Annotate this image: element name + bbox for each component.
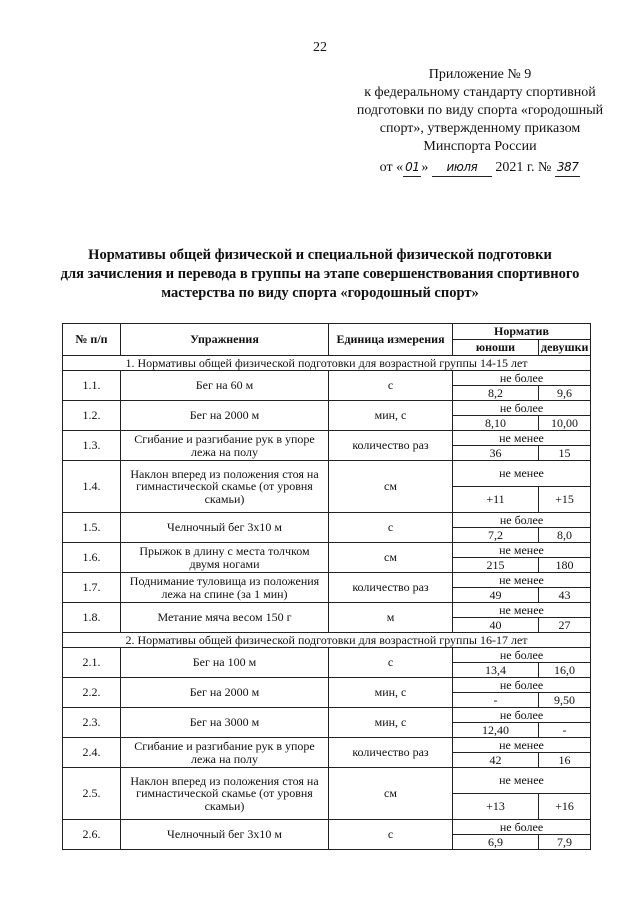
row-unit: с [329,820,453,850]
table-row [63,603,591,618]
header-girls: девушки [539,340,591,356]
row-girls-value: 8,0 [539,528,591,543]
row-condition: не менее [453,461,591,487]
row-condition: не более [453,708,591,723]
table-row [63,708,591,723]
row-girls-value: 16 [539,753,591,768]
appendix-block [330,66,630,177]
row-condition: не более [453,401,591,416]
row-exercise: Наклон вперед из положения стоя на гимнастической скамье (от уровня скамьи) [121,768,329,820]
order-prefix: от « [379,160,404,175]
row-unit: см [329,543,453,573]
row-condition: не менее [453,543,591,558]
row-number: 1.2. [63,401,121,431]
appendix-line: к федеральному стандарту спортивной [364,85,596,100]
row-exercise: Сгибание и разгибание рук в упоре лежа на полу [121,738,329,768]
row-boys-value: 13,4 [453,663,539,678]
table-row [63,371,591,386]
row-number: 2.2. [63,678,121,708]
row-girls-value: 10,00 [539,416,591,431]
row-boys-value: 36 [453,446,539,461]
table-row [63,820,591,835]
header-exercise: Упражнения [121,324,329,356]
row-exercise: Бег на 2000 м [121,678,329,708]
row-condition: не более [453,820,591,835]
row-unit: м [329,603,453,633]
row-number: 1.6. [63,543,121,573]
table-row [63,573,591,588]
page-number: 22 [313,40,327,55]
row-number: 2.4. [63,738,121,768]
document-title [40,246,600,303]
row-condition: не более [453,371,591,386]
header-norm: Норматив [453,324,591,340]
norms-table [62,323,591,850]
row-boys-value: 8,10 [453,416,539,431]
row-boys-value: +13 [453,794,539,820]
row-boys-value: 12,40 [453,723,539,738]
row-number: 1.5. [63,513,121,543]
row-condition: не более [453,513,591,528]
row-number: 1.8. [63,603,121,633]
row-unit: с [329,513,453,543]
order-line [380,158,581,177]
row-exercise: Челночный бег 3х10 м [121,513,329,543]
row-unit: количество раз [329,431,453,461]
row-girls-value: 27 [539,618,591,633]
row-number: 1.1. [63,371,121,401]
row-condition: не менее [453,603,591,618]
row-number: 1.4. [63,461,121,513]
row-exercise: Челночный бег 3х10 м [121,820,329,850]
title-line: для зачисления и перевода в группы на этапе совершенствования спортивного [60,266,580,282]
row-number: 1.7. [63,573,121,603]
section-title: 1. Нормативы общей физической подготовки для возрастной группы 14-15 лет [63,356,591,371]
order-mid: » [421,160,429,175]
appendix-line: Минспорта России [423,139,537,154]
row-girls-value: 15 [539,446,591,461]
row-boys-value: 49 [453,588,539,603]
section-title: 2. Нормативы общей физической подготовки для возрастной группы 16-17 лет [63,633,591,648]
row-girls-value: 43 [539,588,591,603]
table-row [63,513,591,528]
row-exercise: Бег на 60 м [121,371,329,401]
appendix-line: подготовки по виду спорта «городошный [356,103,604,118]
section-row [63,633,591,648]
row-girls-value: 180 [539,558,591,573]
row-exercise: Прыжок в длину с места толчком двумя ногами [121,543,329,573]
row-girls-value: +16 [539,794,591,820]
row-girls-value: +15 [539,487,591,513]
title-line: Нормативы общей физической и специальной физической подготовки [88,247,552,263]
table-row [63,461,591,487]
row-girls-value: 9,50 [539,693,591,708]
row-boys-value: 42 [453,753,539,768]
row-unit: количество раз [329,738,453,768]
row-exercise: Бег на 100 м [121,648,329,678]
row-boys-value: 8,2 [453,386,539,401]
row-boys-value: 7,2 [453,528,539,543]
section-row [63,356,591,371]
row-condition: не менее [453,573,591,588]
table-body [63,356,591,850]
row-unit: количество раз [329,573,453,603]
row-boys-value: 215 [453,558,539,573]
row-condition: не более [453,648,591,663]
table-row [63,768,591,794]
row-boys-value: 40 [453,618,539,633]
row-number: 1.3. [63,431,121,461]
title-line: мастерства по виду спорта «городошный спорт» [161,285,479,301]
row-exercise: Наклон вперед из положения стоя на гимнастической скамье (от уровня скамьи) [121,461,329,513]
row-boys-value: - [453,693,539,708]
header-num: № п/п [63,324,121,356]
row-exercise: Бег на 3000 м [121,708,329,738]
row-exercise: Поднимание туловища из положения лежа на спине (за 1 мин) [121,573,329,603]
table-row [63,738,591,753]
table-row [63,401,591,416]
row-unit: мин, с [329,678,453,708]
row-condition: не менее [453,431,591,446]
row-exercise: Метание мяча весом 150 г [121,603,329,633]
row-condition: не более [453,678,591,693]
row-unit: мин, с [329,708,453,738]
order-number: 387 [555,158,580,177]
table-row [63,648,591,663]
row-unit: с [329,371,453,401]
row-number: 2.3. [63,708,121,738]
row-condition: не менее [453,768,591,794]
header-boys: юноши [453,340,539,356]
order-year: 2021 г. № [495,160,552,175]
row-girls-value: 9,6 [539,386,591,401]
row-number: 2.6. [63,820,121,850]
order-month: июля [432,158,492,177]
row-girls-value: 16,0 [539,663,591,678]
table-row [63,431,591,446]
row-unit: см [329,461,453,513]
row-unit: мин, с [329,401,453,431]
row-number: 2.1. [63,648,121,678]
appendix-title: Приложение № 9 [428,67,532,82]
row-girls-value: - [539,723,591,738]
row-boys-value: 6,9 [453,835,539,850]
row-exercise: Сгибание и разгибание рук в упоре лежа на полу [121,431,329,461]
appendix-line: спорт», утвержденному приказом [379,121,581,136]
order-day: 01 [403,158,421,177]
row-girls-value: 7,9 [539,835,591,850]
header-unit: Единица измерения [329,324,453,356]
row-condition: не менее [453,738,591,753]
row-unit: см [329,768,453,820]
row-number: 2.5. [63,768,121,820]
row-unit: с [329,648,453,678]
row-exercise: Бег на 2000 м [121,401,329,431]
table-row [63,543,591,558]
row-boys-value: +11 [453,487,539,513]
table-row [63,678,591,693]
